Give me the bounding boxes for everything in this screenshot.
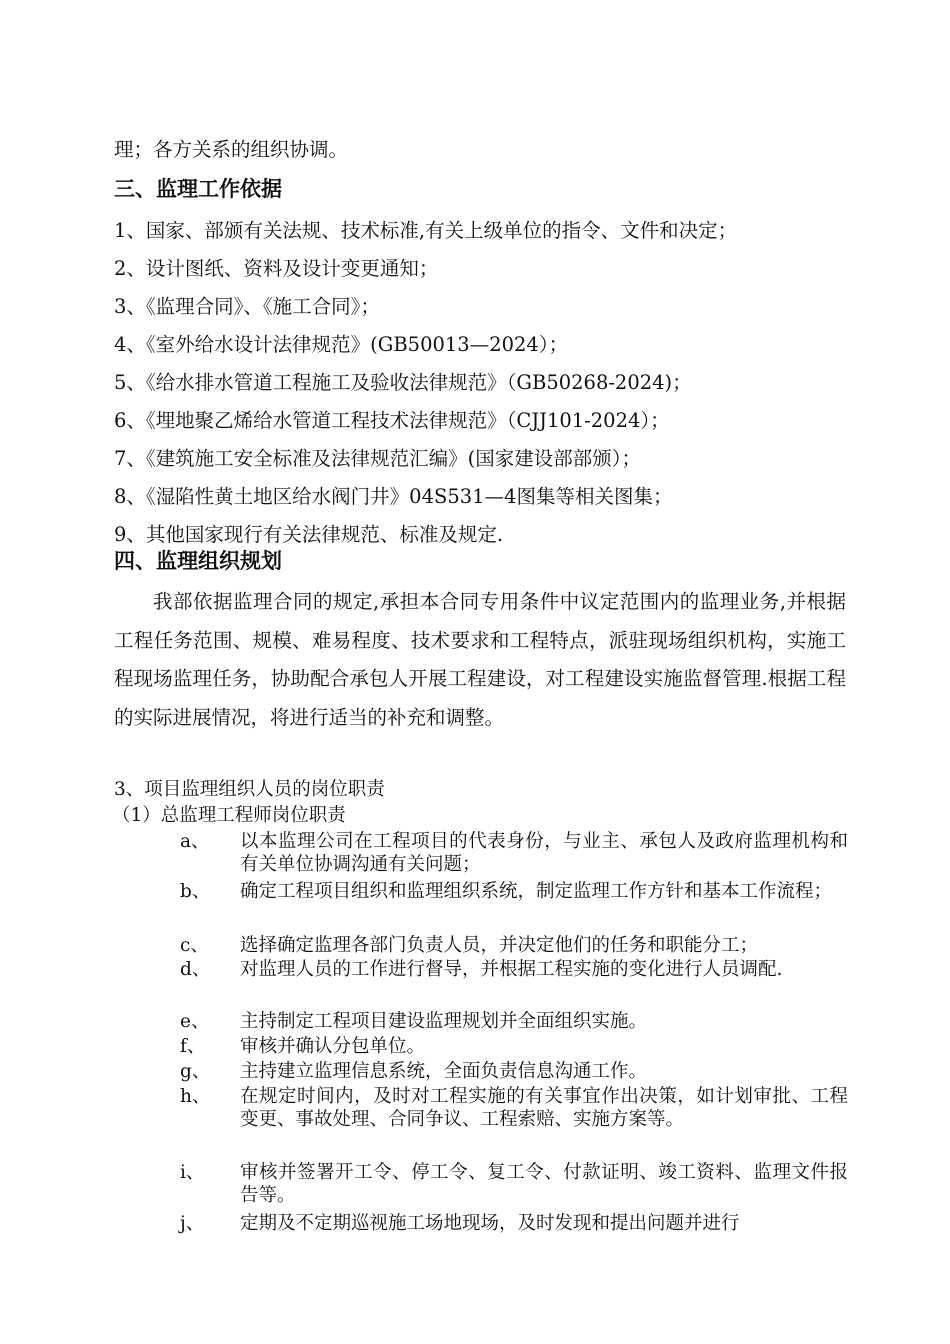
duty-mark: f、	[180, 1036, 206, 1057]
duty-mark: i、	[180, 1162, 205, 1183]
duty-text: 主持建立监理信息系统，全面负责信息沟通工作。	[240, 1061, 648, 1082]
basis-item-2: 2、设计图纸、资料及设计变更通知；	[114, 257, 439, 280]
duty-mark: g、	[180, 1061, 211, 1082]
duty-text: 审核并确认分包单位。	[240, 1036, 426, 1057]
duty-mark: a、	[180, 831, 210, 852]
organization-paragraph: 我部依据监理合同的规定,承担本合同专用条件中议定范围内的监理业务,并根据工程任务范围、规模、难易程度、技术要求和工程特点，派驻现场组织机构，实施工程现场监理任务，协助配合承包人开展工程建设，对工程建设实施监督管理.根据工程的实际进展情况，将进行适当的补充和调整。	[114, 590, 846, 729]
sub-sub-heading-chief-engineer: （1）总监理工程师岗位职责	[112, 805, 346, 826]
sub-heading-duties: 3、项目监理组织人员的岗位职责	[114, 779, 385, 800]
basis-item-5: 5、《给水排水管道工程施工及验收法律规范》（GB50268-2024)；	[114, 371, 692, 394]
duty-mark: c、	[180, 935, 209, 956]
duty-mark: b、	[180, 881, 211, 902]
duty-text: 在规定时间内，及时对工程实施的有关事宜作出决策，如计划审批、工程变更、事故处理、合同争议、工程索赔、实施方案等。	[240, 1086, 848, 1130]
duty-text: 确定工程项目组织和监理组织系统，制定监理工作方针和基本工作流程；	[240, 881, 833, 902]
basis-item-3: 3、《监理合同》、《施工合同》；	[114, 295, 380, 318]
duty-text: 对监理人员的工作进行督导，并根据工程实施的变化进行人员调配.	[240, 959, 783, 980]
basis-item-4: 4、《室外给水设计法律规范》(GB50013—2024）；	[114, 333, 569, 356]
basis-item-8: 8、《湿陷性黄土地区给水阀门井》04S531—4图集等相关图集；	[114, 485, 673, 508]
basis-item-6: 6、《埋地聚乙烯给水管道工程技术法律规范》（CJJ101-2024）；	[114, 409, 670, 432]
section-3-heading: 三、监理工作依据	[114, 177, 282, 201]
duty-mark: h、	[180, 1086, 211, 1107]
basis-item-1: 1、国家、部颁有关法规、技术标准,有关上级单位的指令、文件和决定；	[114, 219, 738, 242]
basis-item-7: 7、《建筑施工安全标准及法律规范汇编》(国家建设部部颁）；	[114, 447, 642, 470]
duty-text: 定期及不定期巡视施工场地现场，及时发现和提出问题并进行	[240, 1213, 740, 1234]
section-4-heading: 四、监理组织规划	[114, 549, 282, 573]
duty-text: 主持制定工程项目建设监理规划并全面组织实施。	[240, 1011, 648, 1032]
duty-mark: d、	[180, 959, 211, 980]
duty-text: 以本监理公司在工程项目的代表身份，与业主、承包人及政府监理机构和有关单位协调沟通有关问题；	[240, 831, 848, 875]
duty-text: 选择确定监理各部门负责人员，并决定他们的任务和职能分工；	[240, 935, 759, 956]
duty-mark: j、	[180, 1213, 205, 1234]
basis-item-9: 9、其他国家现行有关法律规范、标准及规定.	[114, 523, 504, 546]
duty-mark: e、	[180, 1011, 210, 1032]
duty-text: 审核并签署开工令、停工令、复工令、付款证明、竣工资料、监理文件报告等。	[240, 1162, 848, 1206]
continued-text-line: 理；各方关系的组织协调。	[114, 138, 349, 161]
